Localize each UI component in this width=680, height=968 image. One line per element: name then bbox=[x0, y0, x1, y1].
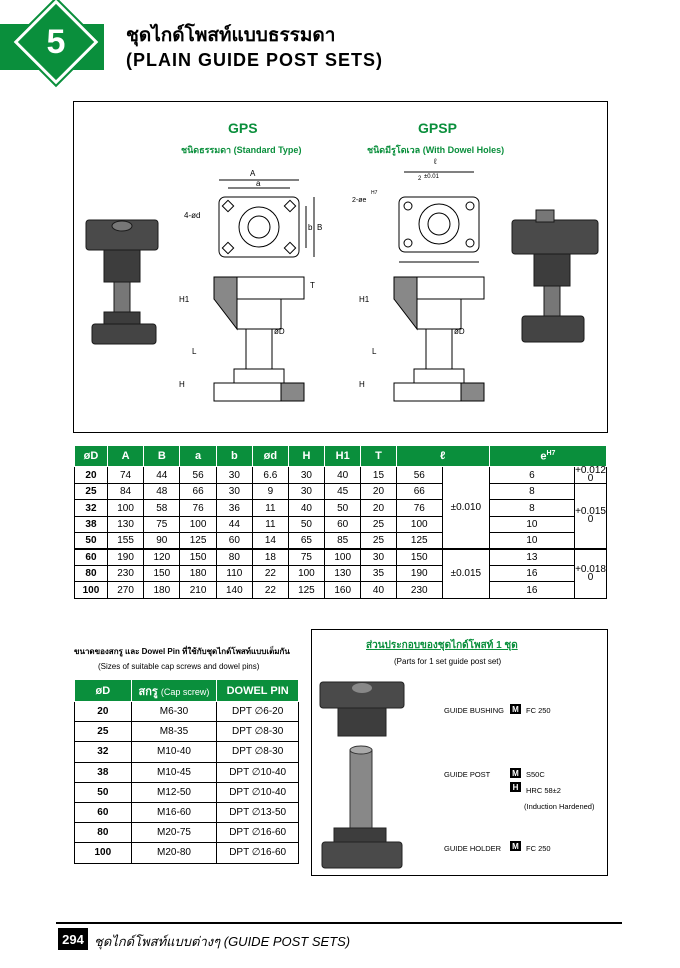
cell-e: 6 bbox=[489, 467, 574, 484]
table-row bbox=[75, 549, 607, 565]
tol-e-lower: 0 bbox=[587, 514, 594, 526]
gps-product-photo bbox=[86, 220, 158, 344]
col-e-label: e bbox=[540, 450, 547, 463]
dim-T: T bbox=[310, 281, 315, 290]
screw-cell-screw: M16-60 bbox=[131, 802, 217, 822]
gps-plan-view bbox=[219, 180, 314, 257]
cell-a: 180 bbox=[180, 565, 216, 581]
cell-l: 150 bbox=[396, 549, 442, 565]
col-A: A bbox=[107, 446, 143, 467]
table-row bbox=[75, 762, 299, 782]
dim-L: L bbox=[192, 347, 197, 356]
dim-l: ℓ bbox=[434, 157, 437, 166]
dim-D: øD bbox=[274, 327, 285, 336]
guide-post-photo bbox=[350, 746, 372, 832]
page-title-thai: ชุดไกด์โพสท์แบบธรรมดา bbox=[126, 25, 336, 46]
cell-D: 32 bbox=[75, 500, 108, 516]
tol-e bbox=[575, 484, 607, 550]
cell-T: 25 bbox=[361, 516, 396, 532]
cell-l: 190 bbox=[396, 565, 442, 581]
col-H: H bbox=[288, 446, 324, 467]
cell-d: 11 bbox=[252, 500, 288, 516]
table-row bbox=[75, 500, 607, 516]
screw-cell-screw: M10-45 bbox=[131, 762, 217, 782]
screw-cell-D: 38 bbox=[75, 762, 132, 782]
post-material: S50C bbox=[526, 770, 545, 779]
post-material-mark: M bbox=[510, 768, 521, 778]
technical-drawing bbox=[74, 102, 609, 434]
cell-H1: 100 bbox=[325, 549, 361, 565]
table-row bbox=[75, 843, 299, 863]
cell-H: 125 bbox=[288, 582, 324, 598]
screw-cell-dowel: DPT ∅10-40 bbox=[217, 782, 299, 802]
screw-cell-dowel: DPT ∅6-20 bbox=[217, 702, 299, 722]
cell-B: 58 bbox=[144, 500, 180, 516]
holder-material-mark: M bbox=[510, 841, 521, 851]
cell-l: 125 bbox=[396, 533, 442, 549]
table-row bbox=[75, 782, 299, 802]
cell-b: 30 bbox=[216, 484, 252, 500]
cell-A: 190 bbox=[107, 549, 143, 565]
screw-cell-dowel: DPT ∅10-40 bbox=[217, 762, 299, 782]
cell-a: 210 bbox=[180, 582, 216, 598]
cell-a: 56 bbox=[180, 467, 216, 484]
dim-A: A bbox=[250, 169, 256, 178]
cell-H1: 160 bbox=[325, 582, 361, 598]
dimension-table-header bbox=[75, 446, 607, 467]
page-title-english: (PLAIN GUIDE POST SETS) bbox=[126, 50, 384, 70]
cell-A: 100 bbox=[107, 500, 143, 516]
cell-d: 14 bbox=[252, 533, 288, 549]
tol-e-lower: 0 bbox=[587, 571, 594, 583]
cell-l: 76 bbox=[396, 500, 442, 516]
cell-A: 130 bbox=[107, 516, 143, 532]
page-number: 294 bbox=[58, 928, 88, 950]
dimension-table bbox=[74, 445, 607, 599]
cell-e: 13 bbox=[489, 549, 574, 565]
cell-H1: 60 bbox=[325, 516, 361, 532]
cell-d: 22 bbox=[252, 582, 288, 598]
table-row bbox=[75, 802, 299, 822]
cell-b: 60 bbox=[216, 533, 252, 549]
cell-D: 50 bbox=[75, 533, 108, 549]
screw-cell-D: 100 bbox=[75, 843, 132, 863]
cell-H: 30 bbox=[288, 484, 324, 500]
screw-col-screw-th: สกรู bbox=[138, 685, 158, 698]
screw-col-screw bbox=[131, 680, 217, 702]
cell-b: 80 bbox=[216, 549, 252, 565]
cell-H: 50 bbox=[288, 516, 324, 532]
parts-subtitle: (Parts for 1 set guide post set) bbox=[394, 657, 502, 666]
cell-a: 150 bbox=[180, 549, 216, 565]
screw-cell-screw: M20-75 bbox=[131, 823, 217, 843]
screw-cell-screw: M20-80 bbox=[131, 843, 217, 863]
table-row bbox=[75, 702, 299, 722]
cell-B: 150 bbox=[144, 565, 180, 581]
col-l: ℓ bbox=[396, 446, 489, 467]
cell-e: 10 bbox=[489, 533, 574, 549]
tol-e-lower: 0 bbox=[587, 473, 594, 484]
screw-cell-dowel: DPT ∅8-30 bbox=[217, 742, 299, 762]
cell-B: 120 bbox=[144, 549, 180, 565]
col-D: øD bbox=[75, 446, 108, 467]
col-T: T bbox=[361, 446, 396, 467]
guide-holder-label: GUIDE HOLDER bbox=[444, 844, 502, 853]
tol-l-group-2: ±0.015 bbox=[442, 549, 489, 598]
post-note: (Induction Hardened) bbox=[524, 802, 595, 811]
post-hardness-mark: H bbox=[510, 782, 521, 792]
guide-holder-photo bbox=[322, 828, 402, 868]
cell-l: 66 bbox=[396, 484, 442, 500]
screw-col-screw-en: (Cap screw) bbox=[160, 686, 210, 697]
gpsp-plan-view bbox=[399, 172, 479, 262]
cell-H1: 45 bbox=[325, 484, 361, 500]
cell-T: 40 bbox=[361, 582, 396, 598]
tol-e bbox=[575, 467, 607, 484]
cell-T: 30 bbox=[361, 549, 396, 565]
post-hardness: HRC 58±2 bbox=[526, 786, 561, 795]
dim-H-gpsp: H bbox=[359, 380, 365, 389]
gps-label: GPS bbox=[228, 120, 258, 136]
cell-B: 180 bbox=[144, 582, 180, 598]
cell-d: 9 bbox=[252, 484, 288, 500]
tol-e-upper: +0.015 bbox=[575, 506, 606, 518]
dim-B: B bbox=[317, 223, 323, 232]
dim-L-gpsp: L bbox=[372, 347, 377, 356]
dim-H7: H7 bbox=[371, 190, 378, 196]
cell-B: 75 bbox=[144, 516, 180, 532]
dim-a: a bbox=[256, 179, 261, 188]
dim-2e: 2-øe bbox=[352, 197, 367, 204]
cell-D: 80 bbox=[75, 565, 108, 581]
cell-H: 100 bbox=[288, 565, 324, 581]
screw-table-header bbox=[75, 680, 299, 702]
tol-e-upper: +0.018 bbox=[575, 563, 606, 575]
cell-b: 36 bbox=[216, 500, 252, 516]
cell-e: 16 bbox=[489, 565, 574, 581]
gps-section-view bbox=[214, 277, 304, 401]
screw-cell-D: 25 bbox=[75, 722, 132, 742]
table-row bbox=[75, 742, 299, 762]
bushing-material: FC 250 bbox=[526, 706, 551, 715]
dim-2: 2 bbox=[418, 176, 422, 182]
screw-cell-dowel: DPT ∅13-50 bbox=[217, 802, 299, 822]
cell-H1: 40 bbox=[325, 467, 361, 484]
cell-A: 270 bbox=[107, 582, 143, 598]
cell-e: 8 bbox=[489, 500, 574, 516]
cell-H: 75 bbox=[288, 549, 324, 565]
cell-l: 56 bbox=[396, 467, 442, 484]
cell-d: 22 bbox=[252, 565, 288, 581]
cell-B: 44 bbox=[144, 467, 180, 484]
cell-a: 125 bbox=[180, 533, 216, 549]
cell-T: 15 bbox=[361, 467, 396, 484]
tol-e-upper: +0.012 bbox=[575, 465, 606, 476]
dim-4d: 4-ød bbox=[184, 211, 201, 220]
table-row bbox=[75, 823, 299, 843]
cell-B: 90 bbox=[144, 533, 180, 549]
cell-A: 84 bbox=[107, 484, 143, 500]
footer-text: ชุดไกด์โพสท์แบบต่างๆ (GUIDE POST SETS) bbox=[94, 934, 351, 949]
cell-l: 100 bbox=[396, 516, 442, 532]
table-row bbox=[75, 467, 607, 484]
table-row bbox=[75, 484, 607, 500]
cell-D: 100 bbox=[75, 582, 108, 598]
screw-col-dowel: DOWEL PIN bbox=[217, 680, 299, 702]
section-number: 5 bbox=[46, 22, 66, 61]
tol-e bbox=[575, 549, 607, 598]
gpsp-type-label: ชนิดมีรูโดเวล (With Dowel Holes) bbox=[367, 145, 505, 155]
dim-H1: H1 bbox=[179, 295, 190, 304]
cell-D: 38 bbox=[75, 516, 108, 532]
cell-T: 35 bbox=[361, 565, 396, 581]
table-row bbox=[75, 582, 607, 598]
cell-e: 16 bbox=[489, 582, 574, 598]
col-b: b bbox=[216, 446, 252, 467]
cell-T: 25 bbox=[361, 533, 396, 549]
table-row bbox=[75, 533, 607, 549]
cell-D: 25 bbox=[75, 484, 108, 500]
parts-title: ส่วนประกอบของชุดไกด์โพสท์ 1 ชุด bbox=[366, 640, 518, 651]
tol-l-group-1: ±0.010 bbox=[442, 467, 489, 550]
cell-b: 44 bbox=[216, 516, 252, 532]
cell-d: 11 bbox=[252, 516, 288, 532]
screw-cell-D: 80 bbox=[75, 823, 132, 843]
screw-table-caption-thai: ขนาดของสกรู และ Dowel Pin ที่ใช้กับชุดไกด์โพสท์แบบเต็มกัน bbox=[74, 647, 290, 656]
cell-e: 8 bbox=[489, 484, 574, 500]
screw-cell-dowel: DPT ∅16-60 bbox=[217, 843, 299, 863]
col-H1: H1 bbox=[325, 446, 361, 467]
guide-bushing-photo bbox=[320, 682, 404, 736]
screw-cell-D: 60 bbox=[75, 802, 132, 822]
col-d: ød bbox=[252, 446, 288, 467]
col-B: B bbox=[144, 446, 180, 467]
dim-b: b bbox=[308, 223, 313, 232]
cell-b: 30 bbox=[216, 467, 252, 484]
screw-cell-dowel: DPT ∅16-60 bbox=[217, 823, 299, 843]
dim-tol: ±0.01 bbox=[424, 174, 439, 180]
cell-A: 74 bbox=[107, 467, 143, 484]
screw-cell-screw: M12-50 bbox=[131, 782, 217, 802]
dim-D-gpsp: øD bbox=[454, 327, 465, 336]
table-row bbox=[75, 722, 299, 742]
screw-col-D: øD bbox=[75, 680, 132, 702]
cell-B: 48 bbox=[144, 484, 180, 500]
cell-a: 66 bbox=[180, 484, 216, 500]
col-a: a bbox=[180, 446, 216, 467]
bushing-material-mark: M bbox=[510, 704, 521, 714]
screw-cell-screw: M6-30 bbox=[131, 702, 217, 722]
cell-H1: 130 bbox=[325, 565, 361, 581]
drawing-panel bbox=[73, 101, 608, 433]
cell-e: 10 bbox=[489, 516, 574, 532]
screw-table bbox=[74, 679, 299, 864]
cell-A: 155 bbox=[107, 533, 143, 549]
footer-rule bbox=[56, 922, 622, 924]
holder-material: FC 250 bbox=[526, 844, 551, 853]
cell-a: 100 bbox=[180, 516, 216, 532]
col-e bbox=[489, 446, 606, 467]
cell-H: 30 bbox=[288, 467, 324, 484]
cell-T: 20 bbox=[361, 484, 396, 500]
screw-cell-dowel: DPT ∅8-30 bbox=[217, 722, 299, 742]
cell-D: 60 bbox=[75, 549, 108, 565]
parts-panel bbox=[311, 629, 608, 876]
gps-type-label: ชนิดธรรมดา (Standard Type) bbox=[181, 145, 302, 155]
cell-A: 230 bbox=[107, 565, 143, 581]
screw-cell-D: 32 bbox=[75, 742, 132, 762]
cell-a: 76 bbox=[180, 500, 216, 516]
dim-H: H bbox=[179, 380, 185, 389]
cell-l: 230 bbox=[396, 582, 442, 598]
cell-H1: 85 bbox=[325, 533, 361, 549]
parts-photos bbox=[312, 630, 609, 877]
guide-bushing-label: GUIDE BUSHING bbox=[444, 706, 505, 715]
screw-cell-screw: M8-35 bbox=[131, 722, 217, 742]
cell-d: 6.6 bbox=[252, 467, 288, 484]
table-row bbox=[75, 565, 607, 581]
cell-H: 65 bbox=[288, 533, 324, 549]
dim-H1-gpsp: H1 bbox=[359, 295, 370, 304]
screw-cell-D: 50 bbox=[75, 782, 132, 802]
gpsp-section-view bbox=[394, 277, 484, 401]
cell-D: 20 bbox=[75, 467, 108, 484]
screw-cell-screw: M10-40 bbox=[131, 742, 217, 762]
cell-b: 140 bbox=[216, 582, 252, 598]
cell-H1: 50 bbox=[325, 500, 361, 516]
col-e-sup: H7 bbox=[546, 449, 556, 457]
gpsp-label: GPSP bbox=[418, 120, 457, 136]
screw-table-caption-english: (Sizes of suitable cap screws and dowel pins) bbox=[98, 662, 260, 671]
table-row bbox=[75, 516, 607, 532]
screw-cell-D: 20 bbox=[75, 702, 132, 722]
cell-b: 110 bbox=[216, 565, 252, 581]
cell-H: 40 bbox=[288, 500, 324, 516]
gpsp-product-photo bbox=[512, 210, 598, 342]
guide-post-label: GUIDE POST bbox=[444, 770, 491, 779]
cell-d: 18 bbox=[252, 549, 288, 565]
cell-T: 20 bbox=[361, 500, 396, 516]
